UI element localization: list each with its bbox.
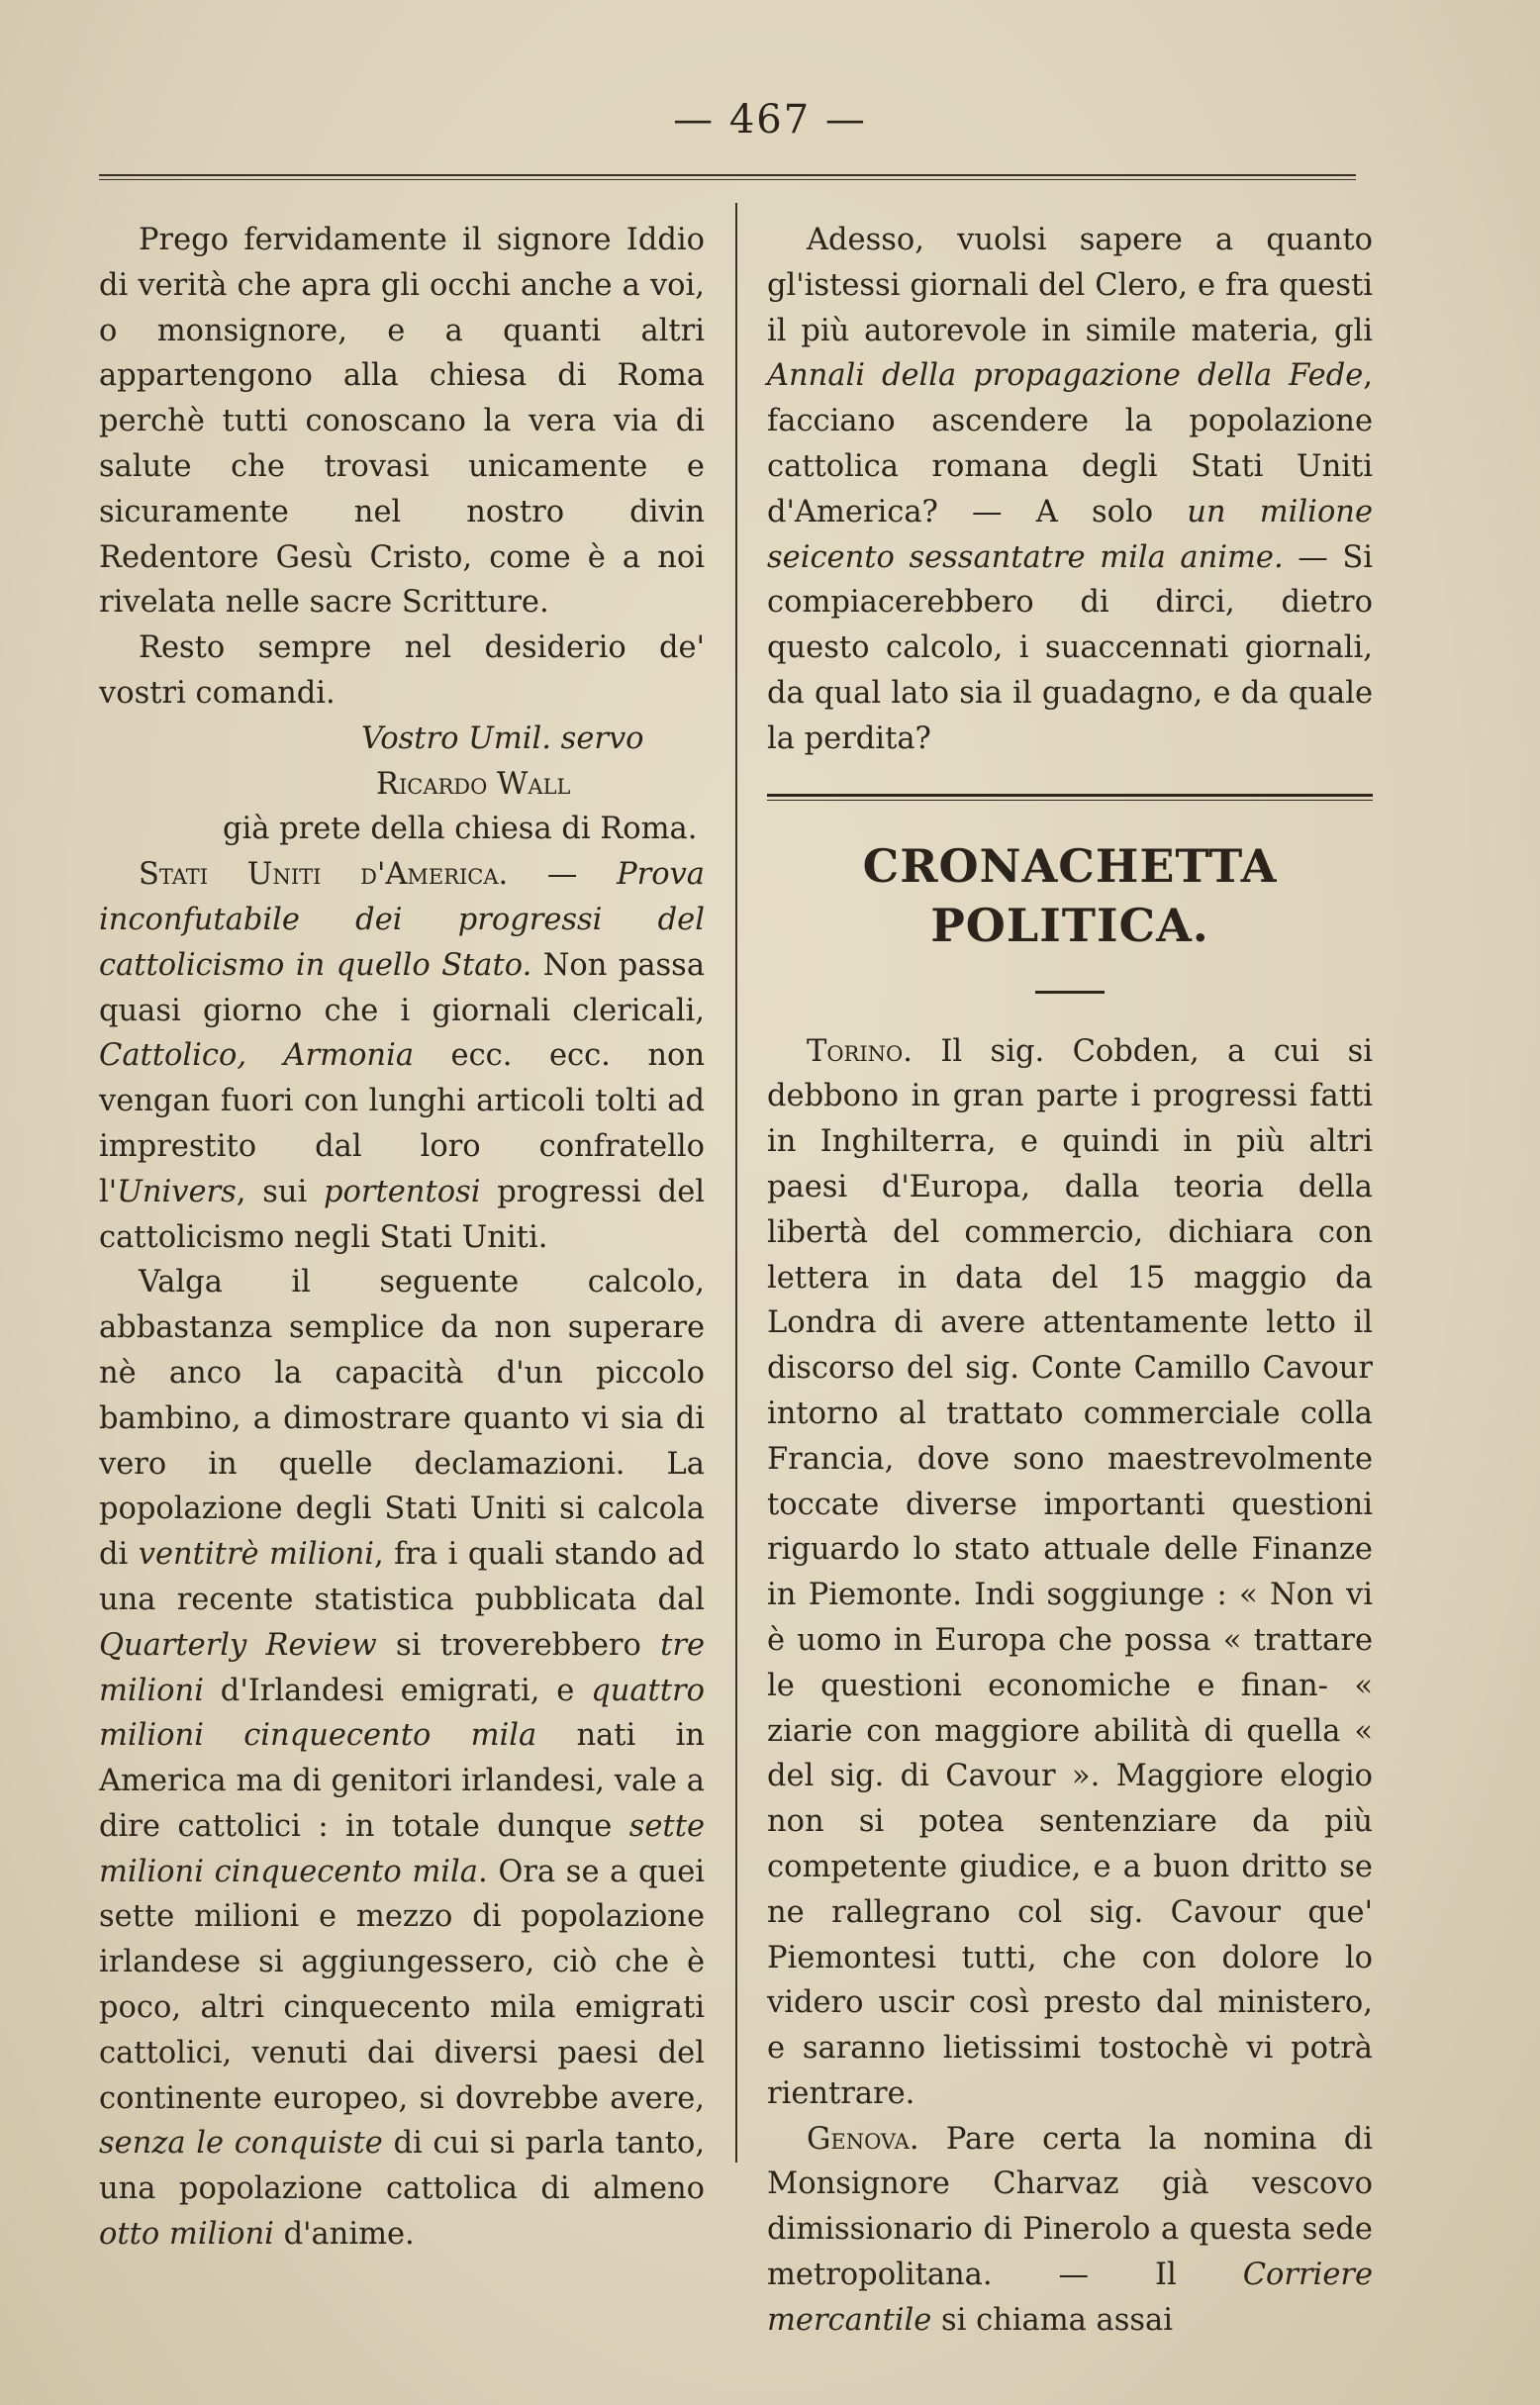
p2-h: quattro milioni cinquecento mila (99, 1673, 705, 1754)
p2-o: d'anime. (273, 2217, 415, 2253)
heading-underline (1035, 991, 1105, 994)
section-rule (767, 794, 1373, 801)
calculation-paragraph (99, 1260, 705, 2258)
p2-j: sette milioni cinquecento mila (99, 1808, 705, 1889)
p2-m: di cui si parla tanto, una popolazione cattolica di almeno (99, 2126, 706, 2207)
article-header: Stati Uniti d'America. (139, 857, 509, 893)
torino-place: Torino. (807, 1033, 913, 1069)
genova-text-a: Pare certa la nomina di Monsignore Charvaz già vescovo dimissionario di Pinerolo a questa sede metropolitana. — Il (767, 2121, 1373, 2293)
p3-e: — Si compiacerebbero di dirci, dietro questo calcolo, i suaccennati giornali, da qual lato sia il guadagno, e da quale la perdita? (767, 539, 1373, 756)
header-rule (99, 174, 1356, 180)
torino-paragraph (767, 1029, 1373, 2117)
p2-d: Quarterly Review (99, 1627, 377, 1663)
article-dash: — (508, 857, 618, 893)
p2-n: otto milioni (99, 2217, 274, 2253)
signature-line-1: Vostro Umil. servo (361, 721, 644, 756)
catholic-population-paragraph (767, 218, 1373, 762)
section-heading: CRONACHETTA POLITICA. (862, 838, 1278, 952)
p1-g: progressi del cattolicismo negli Stati Uniti. (99, 1174, 705, 1255)
left-column (99, 218, 705, 2258)
p2-c: , fra i quali stando ad una recente statistica pubblicata dal (99, 1537, 705, 1617)
genova-paragraph (767, 2117, 1373, 2344)
p3-c: , facciano ascendere la popolazione cattolica romana degli Stati Uniti d'America? — A solo (767, 358, 1373, 529)
p1-f: portentosi (324, 1174, 481, 1209)
p3-d: un milione seicento sessantatre mila anime. (767, 494, 1373, 575)
p2-b: ventitrè milioni (138, 1537, 374, 1573)
article-subtitle: Prova inconfutabile dei progressi del cattolicismo in quello Stato. (99, 857, 705, 983)
letter-closing-paragraph: Prego fervidamente il signore Iddio di verità che apra gli occhi anche a voi, o monsignore, e a quanti altri appartengono alla chiesa di Roma perchè tutti conoscano la vera via di salute che trovasi unicamente e sicuramente nel nostro divin Redentore Gesù Cristo, come è a noi rivelata nelle sacre Scritture. (99, 223, 705, 621)
p1-d: Univers (117, 1174, 237, 1209)
letter-signature (99, 717, 705, 852)
p2-l: senza le conquiste (99, 2126, 383, 2162)
p3-a: Adesso, vuolsi sapere a quanto gl'istessi giornali del Clero, e fra questi il più autorevole in simile materia, gli (767, 223, 1373, 348)
article-intro-paragraph (99, 852, 705, 1260)
p1-b: Cattolico, Armonia (99, 1038, 415, 1074)
genova-text-b: Corriere mercantile (767, 2258, 1373, 2338)
p1-e: , sui (236, 1174, 325, 1209)
column-divider (735, 203, 737, 2163)
p2-i: nati in America ma di genitori irlandesi, vale a dire cattolici : in totale dunque (99, 1718, 705, 1844)
genova-place: Genova. (807, 2121, 919, 2157)
p3-b: Annali della propagazione della Fede (767, 358, 1364, 394)
torino-text: Il sig. Cobden, a cui si debbono in gran parte i progressi fatti in Inghilterra, e quindi in più altri paesi d'Europa, dalla teoria della libertà del commercio, dichiara con lettera in data del 15 maggio da Londra di avere attentamente letto il discorso del sig. Conte Camillo Cavour intorno al trattato commerciale colla Francia, dove sono maestrevolmente toccate diverse importanti questioni riguardo lo stato attuale delle Finanze in Piemonte. Indi soggiunge : « Non vi è uomo in Europa che possa « trattare le questioni economiche e finan- « ziarie con maggiore abilità di quella « del sig. di Cavour ». Maggiore elogio non si potea sentenziare da più competente giudice, e a buon dritto se ne rallegrano col sig. Cavour que' Piemontesi tutti, che con dolore lo videro uscir così presto dal ministero, e saranno lietissimi tostochè vi potrà rientrare. (767, 1033, 1373, 2111)
p2-f: tre milioni (99, 1627, 705, 1708)
p2-a: Valga il seguente calcolo, abbastanza semplice da non superare nè anco la capacità d'un piccolo bambino, a dimostrare quanto vi sia di vero in quelle declamazioni. La popolazione degli Stati Uniti si calcola di (99, 1265, 705, 1573)
p1-c: ecc. ecc. non vengan fuori con lunghi articoli tolti ad imprestito dal loro confratello l' (99, 1038, 705, 1209)
signature-name: Ricardo Wall (376, 766, 571, 802)
page-number: — 467 — (673, 97, 867, 143)
letter-sign-off: Resto sempre nel desiderio de' vostri comandi. (99, 630, 705, 711)
genova-text-c: si chiama assai (931, 2302, 1173, 2338)
p2-k: . Ora se a quei sette milioni e mezzo di popolazione irlandese si aggiungessero, ciò che è poco, altri cinquecento mila emigrati cattolici, venuti dai diversi paesi del continente europeo, si dovrebbe avere, (99, 1854, 705, 2116)
p2-g: d'Irlandesi emigrati, e (203, 1673, 592, 1708)
p2-e: si troverebbero (376, 1627, 661, 1663)
p1-a: Non passa quasi giorno che i giornali clericali, (99, 947, 706, 1028)
right-column (767, 218, 1373, 2344)
signature-line-3: già prete della chiesa di Roma. (223, 812, 698, 847)
